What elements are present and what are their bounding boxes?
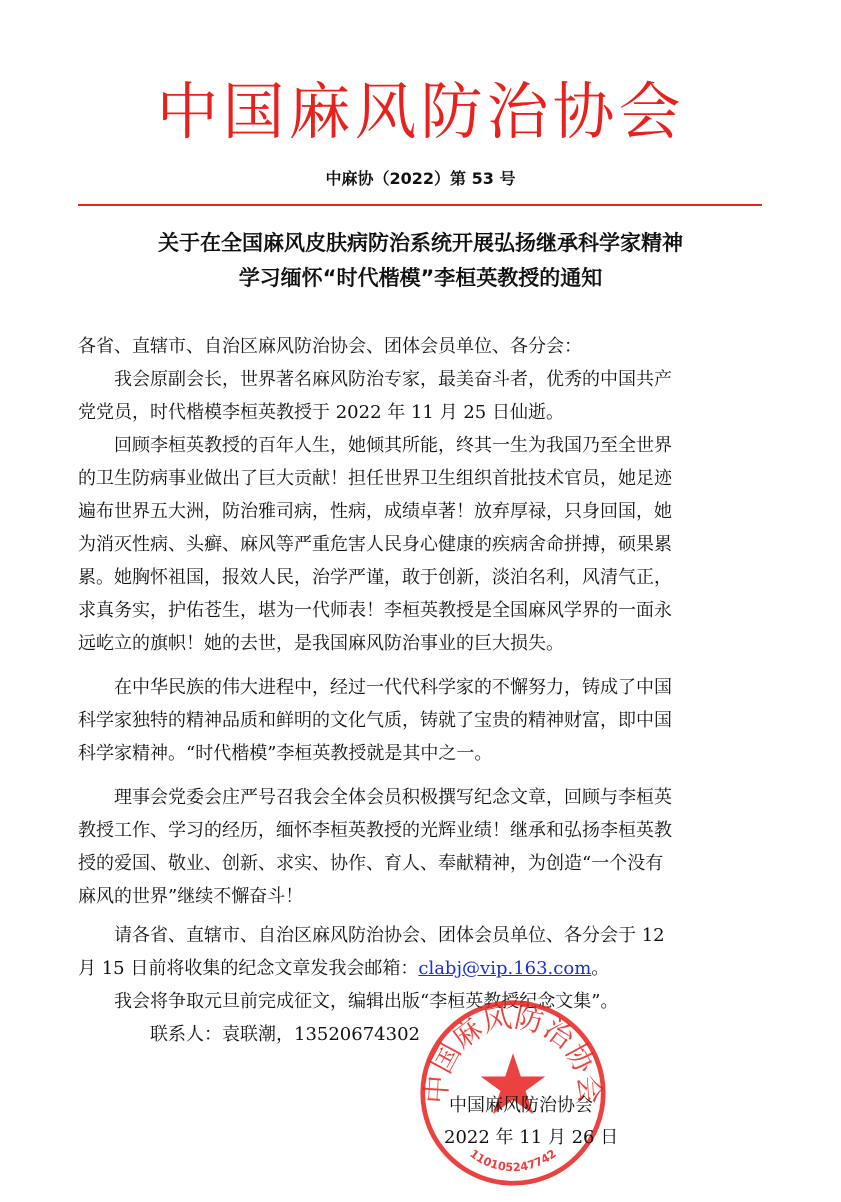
notice-title-line-1: 关于在全国麻风皮肤病防治系统开展弘扬继承科学家精神 bbox=[158, 231, 683, 255]
body-line: 的卫生防病事业做出了巨大贡献！担任世界卫生组织首批技术官员，她足迹 bbox=[78, 468, 672, 489]
header-divider bbox=[78, 204, 762, 206]
body-line: 我会原副会长，世界著名麻风防治专家，最美奋斗者，优秀的中国共产 bbox=[78, 369, 672, 390]
notice-title-line-2: 学习缅怀“时代楷模”李桓英教授的通知 bbox=[238, 266, 603, 290]
seal-code: 110105247742 bbox=[467, 1146, 559, 1175]
body-line: 麻风的世界”继续不懈奋斗！ bbox=[78, 886, 304, 907]
body-line: 求真务实，护佑苍生，堪为一代师表！李桓英教授是全国麻风学界的一面永 bbox=[78, 600, 672, 621]
body-line: 为消灭性病、头癣、麻风等严重危害人民身心健康的疾病舍命拼搏，硕果累 bbox=[78, 534, 672, 555]
body-line: 遍布世界五大洲，防治雅司病，性病，成绩卓著！放弃厚禄，只身回国，她 bbox=[78, 501, 672, 522]
deadline-text: 月 15 日前将收集的纪念文章发我会邮箱： bbox=[78, 958, 419, 979]
email-link[interactable]: clabj@vip.163.com bbox=[418, 958, 592, 979]
document-number: 中麻协（2022）第 53 号 bbox=[325, 169, 516, 188]
body-line: 科学家精神。“时代楷模”李桓英教授就是其中之一。 bbox=[78, 743, 493, 764]
seal-text: 中国麻风防治协会 bbox=[419, 1000, 607, 1105]
body-line: 教授工作、学习的经历，缅怀李桓英教授的光辉业绩！继承和弘扬李桓英教 bbox=[78, 820, 672, 841]
org-title: 中国麻风防治协会 bbox=[156, 75, 685, 148]
official-seal-stamp bbox=[418, 998, 608, 1188]
body-line: 累。她胸怀祖国，报效人民，治学严谨，敢于创新，淡泊名利，风清气正， bbox=[78, 567, 672, 588]
salutation: 各省、直辖市、自治区麻风防治协会、团体会员单位、各分会： bbox=[78, 336, 582, 357]
deadline-line bbox=[78, 957, 609, 981]
body-line: 授的爱国、敬业、创新、求实、协作、育人、奉献精神，为创造“一个没有 bbox=[78, 853, 664, 874]
body-line: 党党员，时代楷模李桓英教授于 2022 年 11 月 25 日仙逝。 bbox=[78, 402, 564, 423]
body-line: 远屹立的旗帜！她的去世，是我国麻风防治事业的巨大损失。 bbox=[78, 633, 564, 654]
signature-organization: 中国麻风防治协会 bbox=[449, 1095, 593, 1116]
body-line: 理事会党委会庄严号召我会全体会员积极撰写纪念文章，回顾与李桓英 bbox=[78, 787, 672, 808]
body-line: 回顾李桓英教授的百年人生，她倾其所能，终其一生为我国乃至全世界 bbox=[78, 435, 672, 456]
body-line: 请各省、直辖市、自治区麻风防治协会、团体会员单位、各分会于 12 bbox=[78, 925, 665, 946]
closing-line: 我会将争取元旦前完成征文，编辑出版“李桓英教授纪念文集”。 bbox=[78, 991, 619, 1012]
body-line: 科学家独特的精神品质和鲜明的文化气质，铸就了宝贵的精神财富，即中国 bbox=[78, 710, 672, 731]
contact-line: 联系人：袁联潮，13520674302 bbox=[150, 1024, 420, 1045]
body-line: 在中华民族的伟大进程中，经过一代代科学家的不懈努力，铸成了中国 bbox=[78, 677, 672, 698]
deadline-period: 。 bbox=[591, 958, 610, 979]
signature-date: 2022 年 11 月 26 日 bbox=[444, 1127, 619, 1148]
